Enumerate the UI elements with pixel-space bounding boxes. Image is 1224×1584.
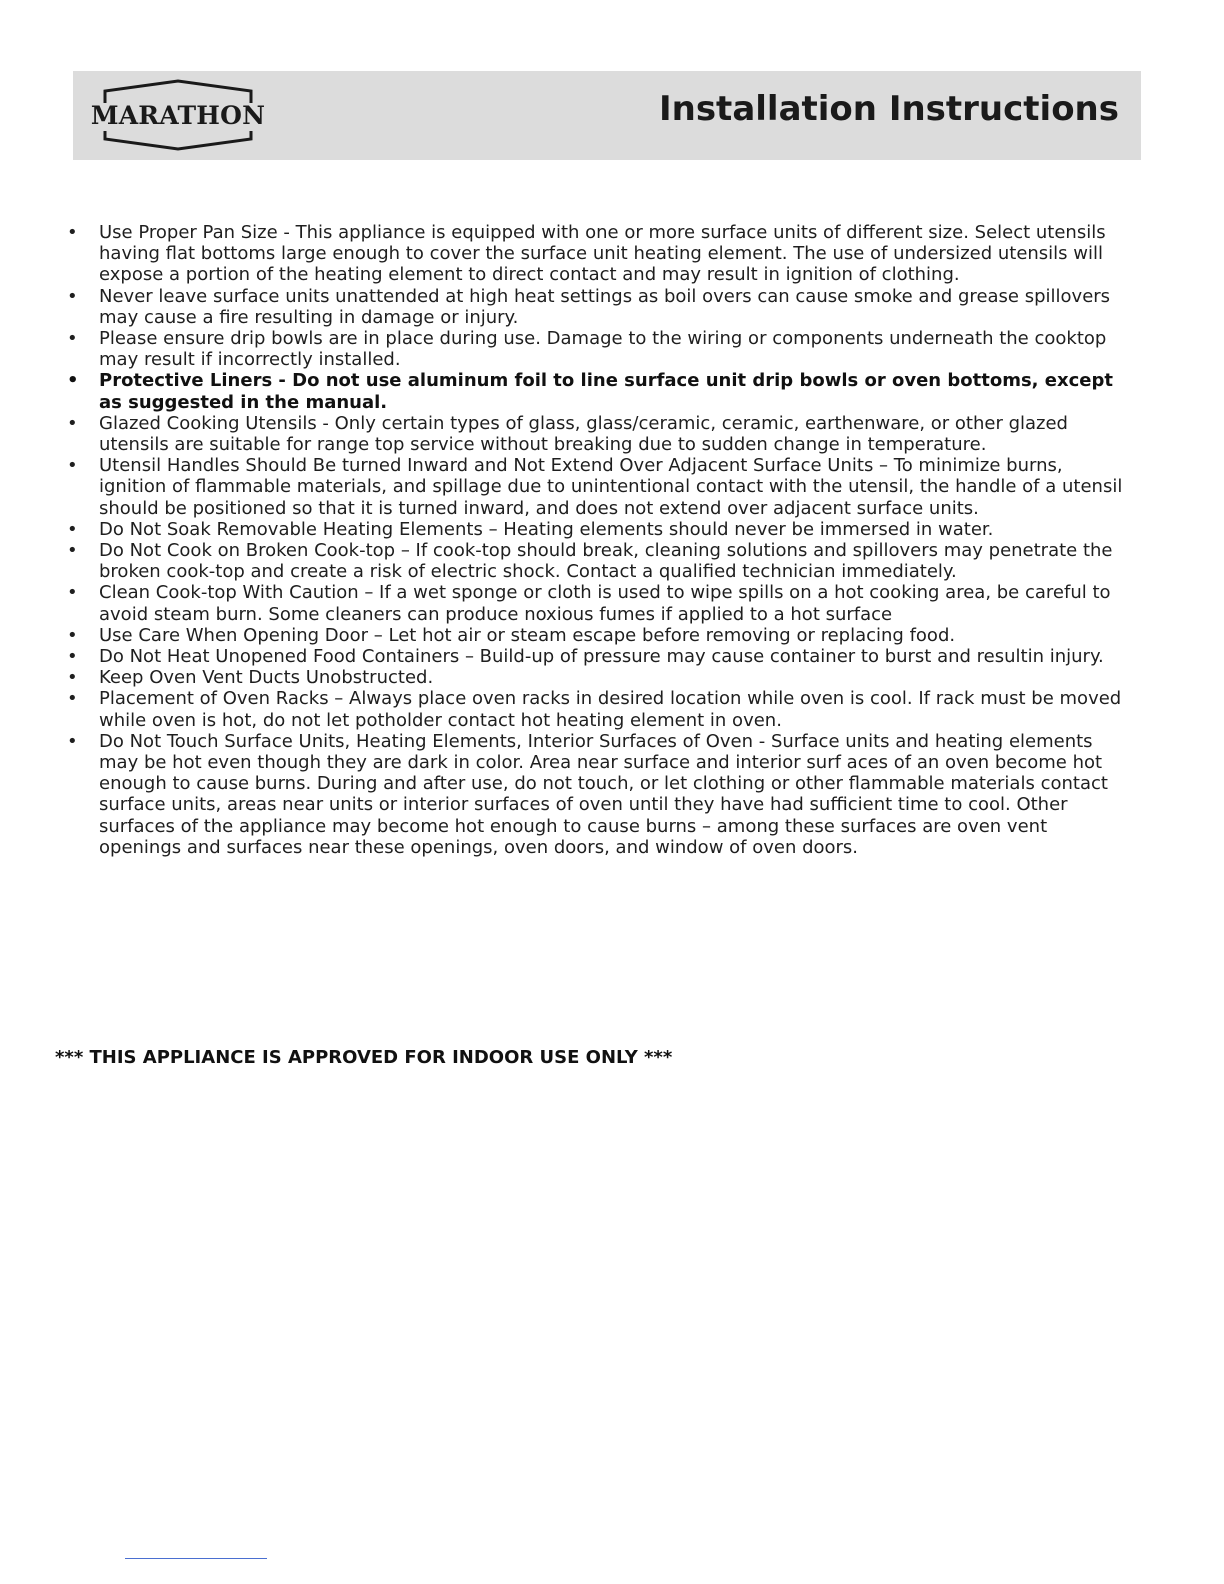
list-item — [64, 455, 1124, 519]
footer-rule — [125, 1558, 267, 1559]
list-item — [64, 222, 1124, 286]
brand-name: MARATHON — [90, 101, 266, 130]
list-item — [64, 519, 1124, 540]
header-band — [73, 71, 1141, 160]
list-item — [64, 625, 1124, 646]
list-item — [64, 413, 1124, 455]
bullet-icon: • — [67, 412, 78, 434]
brand-logo — [83, 79, 273, 151]
list-item — [64, 667, 1124, 688]
page-title: Installation Instructions — [658, 89, 1119, 129]
indoor-use-notice: *** THIS APPLIANCE IS APPROVED FOR INDOOR USE ONLY *** — [55, 1047, 673, 1068]
list-item — [64, 731, 1124, 858]
instruction-list — [64, 222, 1124, 858]
bullet-icon: • — [67, 624, 78, 646]
bullet-icon: • — [67, 285, 78, 307]
bullet-icon: • — [67, 730, 78, 752]
list-item-text: Do Not Soak Removable Heating Elements – Heating elements should never be immersed in water. — [99, 518, 994, 540]
bullet-icon: • — [67, 370, 79, 392]
bullet-icon: • — [67, 688, 78, 710]
list-item — [64, 286, 1124, 328]
bullet-icon: • — [67, 582, 78, 604]
instructions-content — [64, 222, 1124, 858]
list-item-text: Do Not Heat Unopened Food Containers – Build-up of pressure may cause container to burst and resultin injury. — [99, 646, 1104, 668]
list-item-text: Do Not Cook on Broken Cook-top – If cook-top should break, cleaning solutions and spillovers may penetrate the broken cook-top and create a risk of electric shock. Contact a qualified technician immediately. — [99, 540, 1113, 583]
list-item-text: Utensil Handles Should Be turned Inward and Not Extend Over Adjacent Surface Units – To minimize burns, ignition of flammable materials, and spillage due to unintentional contact with the utensil, the handle of a utensil should be positioned so that it is turned inward, and does not extend over adjacent surface units. — [99, 455, 1123, 519]
bullet-icon: • — [67, 455, 78, 477]
list-item-text: Use Proper Pan Size - This appliance is equipped with one or more surface units of different size. Select utensils having flat bottoms large enough to cover the surface unit heating element. The use of undersized utensils will expose a portion of the heating element to direct contact and may result in ignition of clothing. — [99, 222, 1106, 286]
list-item — [64, 582, 1124, 624]
list-item — [64, 688, 1124, 730]
list-item-text: Protective Liners - Do not use aluminum foil to line surface unit drip bowls or oven bottoms, except as suggested in the manual. — [99, 370, 1113, 413]
bullet-icon: • — [67, 518, 78, 540]
list-item-text: Glazed Cooking Utensils - Only certain types of glass, glass/ceramic, ceramic, earthenware, or other glazed utensils are suitable for range top service without breaking due to sudden change in temperature. — [99, 412, 1068, 456]
list-item — [64, 370, 1124, 412]
list-item — [64, 646, 1124, 667]
list-item-text: Please ensure drip bowls are in place during use. Damage to the wiring or components underneath the cooktop may result if incorrectly installed. — [99, 328, 1107, 371]
bullet-icon: • — [67, 646, 78, 668]
bullet-icon: • — [67, 667, 78, 689]
bullet-icon: • — [67, 540, 78, 562]
list-item-text: Keep Oven Vent Ducts Unobstructed. — [99, 667, 434, 689]
list-item — [64, 540, 1124, 582]
list-item-text: Never leave surface units unattended at high heat settings as boil overs can cause smoke and grease spillovers may cause a fire resulting in damage or injury. — [99, 285, 1111, 328]
bullet-icon: • — [67, 328, 78, 350]
list-item — [64, 328, 1124, 370]
list-item-text: Use Care When Opening Door – Let hot air or steam escape before removing or replacing food. — [99, 624, 956, 646]
list-item-text: Clean Cook-top With Caution – If a wet sponge or cloth is used to wipe spills on a hot cooking area, be careful to avoid steam burn. Some cleaners can produce noxious fumes if applied to a hot surface — [99, 582, 1111, 625]
list-item-text: Do Not Touch Surface Units, Heating Elements, Interior Surfaces of Oven - Surface units and heating elements may be hot even though they are dark in color. Area near surface and interior surf aces of an oven become hot enough to cause burns. During and after use, do not touch, or let clothing or other flammable materials contact surface units, areas near units or interior surfaces of oven until they have had sufficient time to cool. Other surfaces of the appliance may become hot enough to cause burns – among these surfaces are oven vent openings and surfaces near these openings, oven doors, and window of oven doors. — [99, 730, 1108, 858]
list-item-text: Placement of Oven Racks – Always place oven racks in desired location while oven is cool. If rack must be moved while oven is hot, do not let potholder contact hot heating element in oven. — [99, 688, 1122, 731]
bullet-icon: • — [67, 222, 78, 243]
